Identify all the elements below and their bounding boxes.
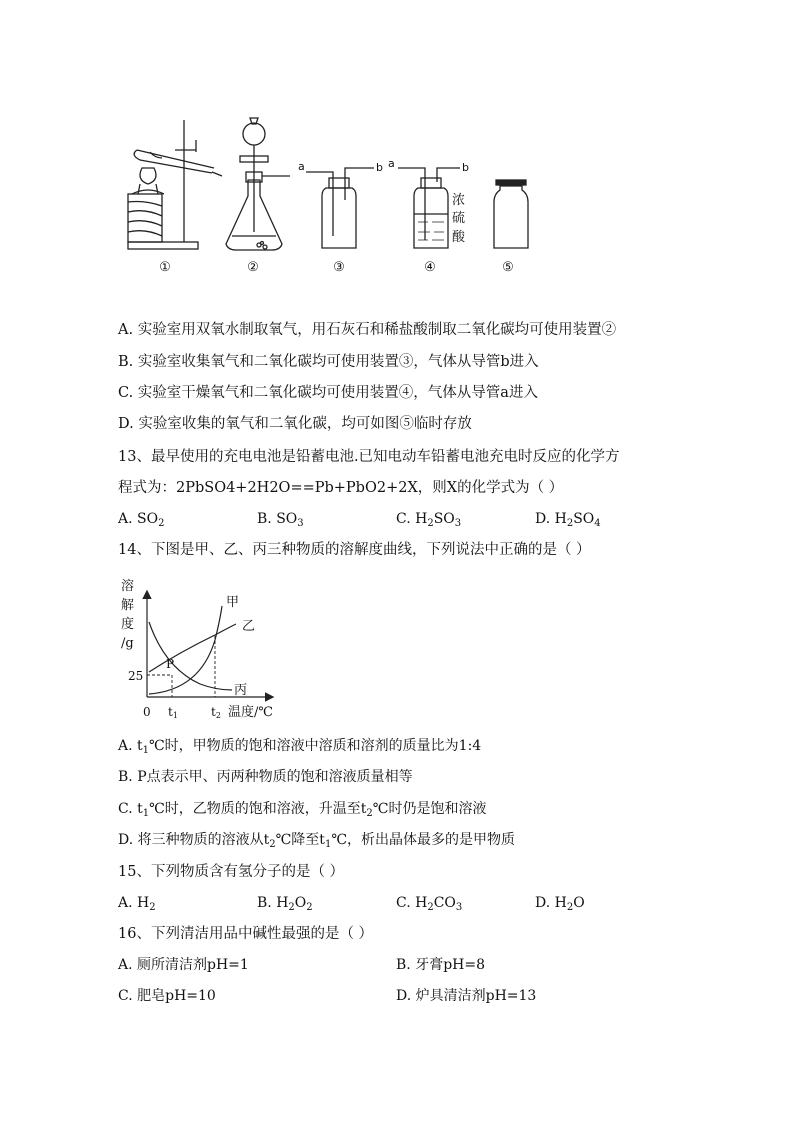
q14-option-c: C. $t_1℃$时，乙物质的饱和溶液，升温至$t_2℃$时仍是饱和溶液 bbox=[118, 801, 487, 819]
q16-option-c: C. 肥皂pH=10 bbox=[118, 988, 216, 1004]
q14-option-d: D. 将三种物质的溶液从$t_2℃$降至$t_1℃$，析出晶体最多的是甲物质 bbox=[118, 832, 515, 850]
tube-label-b-2: b bbox=[462, 161, 469, 174]
curve-label-bing: 丙 bbox=[234, 683, 248, 698]
curve-bing bbox=[149, 622, 232, 690]
apparatus-label-3: ③ bbox=[333, 260, 345, 275]
q15-option-b: B. $H_2O_2$ bbox=[257, 895, 313, 913]
acid-label-1: 浓 bbox=[452, 193, 466, 208]
q13-option-a: A. $SO_2$ bbox=[118, 511, 165, 529]
q15-stem: 15、下列物质含有氢分子的是（ ） bbox=[118, 864, 345, 880]
apparatus-label-2: ② bbox=[247, 260, 259, 275]
curve-label-yi: 乙 bbox=[242, 619, 256, 634]
q13-stem-line1: 13、最早使用的充电电池是铅蓄电池.已知电动车铅蓄电池充电时反应的化学方 bbox=[118, 449, 620, 465]
q16-option-d: D. 炉具清洁剂pH=13 bbox=[396, 988, 537, 1004]
q15-option-c: C. $H_2CO_3$ bbox=[396, 895, 463, 913]
q13-stem-line2: 程式为：2PbSO4+2H2O==Pb+PbO2+2X，则X的化学式为（ ） bbox=[118, 480, 564, 496]
tube-label-a-2: a bbox=[388, 157, 395, 170]
q16-stem: 16、下列清洁用品中碱性最强的是（ ） bbox=[118, 926, 374, 942]
q12-option-d: D. 实验室收集的氧气和二氧化碳，均可如图⑤临时存放 bbox=[118, 416, 472, 432]
x-axis-label: 温度/℃ bbox=[228, 705, 273, 720]
q13-option-b: B. $SO_3$ bbox=[257, 511, 304, 529]
q14-option-a: A. $t_1℃$时，甲物质的饱和溶液中溶质和溶剂的质量比为1:4 bbox=[118, 738, 482, 756]
apparatus-label-4: ④ bbox=[424, 260, 436, 275]
ylabel-3: 度 bbox=[121, 617, 135, 632]
q13-option-c: C. $H_2SO_3$ bbox=[396, 511, 462, 529]
curve-label-jia: 甲 bbox=[226, 595, 240, 610]
curve-yi bbox=[149, 624, 236, 672]
ylabel-1: 溶 bbox=[121, 579, 135, 594]
q16-option-b: B. 牙膏pH=8 bbox=[396, 957, 485, 973]
apparatus-label-1: ① bbox=[159, 260, 171, 275]
q14-option-b: B. P点表示甲、丙两种物质的饱和溶液质量相等 bbox=[118, 769, 413, 785]
curve-jia bbox=[149, 606, 222, 694]
q12-option-b: B. 实验室收集氧气和二氧化碳均可使用装置③，气体从导管b进入 bbox=[118, 354, 539, 370]
tube-label-b: b bbox=[376, 161, 383, 174]
y-tick-25: 25 bbox=[128, 669, 144, 683]
point-p-label: P bbox=[166, 657, 175, 671]
q14-stem: 14、下图是甲、乙、丙三种物质的溶解度曲线，下列说法中正确的是（ ） bbox=[118, 542, 591, 558]
tube-label-a: a bbox=[298, 160, 305, 173]
origin-label: 0 bbox=[143, 705, 151, 719]
q12-option-a: A. 实验室用双氧水制取氧气，用石灰石和稀盐酸制取二氧化碳均可使用装置② bbox=[118, 322, 617, 338]
q16-option-a: A. 厕所清洁剂pH=1 bbox=[118, 957, 249, 973]
q12-option-c: C. 实验室干燥氧气和二氧化碳均可使用装置④，气体从导管a进入 bbox=[118, 385, 538, 401]
x-tick-t2: t2 bbox=[211, 705, 221, 720]
q13-option-d: D. $H_2SO_4$ bbox=[535, 511, 601, 529]
apparatus-figure bbox=[0, 0, 794, 280]
acid-label-2: 硫 bbox=[452, 211, 466, 226]
ylabel-4: /g bbox=[121, 636, 134, 651]
q15-option-a: A. $H_2$ bbox=[118, 895, 156, 913]
acid-label-3: 酸 bbox=[452, 230, 466, 245]
q15-option-d: D. $H_2O$ bbox=[535, 895, 585, 913]
x-tick-t1: t1 bbox=[168, 705, 178, 720]
apparatus-label-5: ⑤ bbox=[502, 260, 514, 275]
ylabel-2: 解 bbox=[121, 598, 135, 613]
